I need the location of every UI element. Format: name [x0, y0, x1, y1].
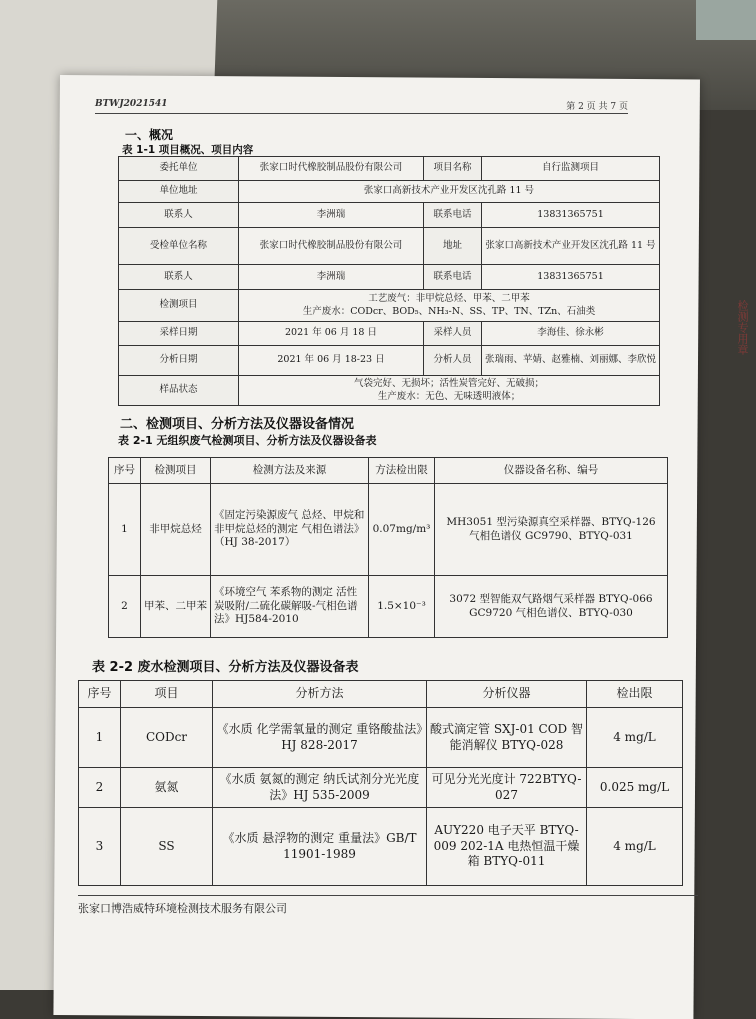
red-stamp: 检测专用章: [736, 300, 749, 355]
col-header: 分析仪器: [427, 681, 587, 708]
row-method: 《水质 化学需氧量的测定 重铬酸盐法》HJ 828-2017: [213, 708, 427, 768]
footer-company: 张家口博浩威特环境检测技术服务有限公司: [78, 902, 287, 915]
col-header: 序号: [109, 458, 141, 484]
cell-label: 联系电话: [424, 203, 482, 228]
row-equipment: [435, 484, 668, 576]
row-limit: 0.025 mg/L: [587, 768, 683, 808]
equipment-line: 3072 型智能双气路烟气采样器 BTYQ-066: [449, 592, 653, 605]
col-header: 检测项目: [141, 458, 211, 484]
cell-value: 张家口高新技术产业开发区沈孔路 11 号: [239, 181, 660, 203]
equipment-line: MH3051 型污染源真空采样器、BTYQ-126: [446, 515, 656, 528]
row-instrument: AUY220 电子天平 BTYQ-009 202-1A 电热恒温干燥箱 BTYQ-011: [427, 808, 587, 886]
row-method: 《水质 悬浮物的测定 重量法》GB/T 11901-1989: [213, 808, 427, 886]
page-footer: [78, 895, 698, 916]
section-title-1: 一、概况: [125, 128, 174, 142]
col-header: 检测方法及来源: [211, 458, 369, 484]
cell-value: [239, 376, 660, 406]
table-water-methods: [78, 680, 683, 886]
row-limit: 4 mg/L: [587, 708, 683, 768]
row-item: 氨氮: [121, 768, 213, 808]
col-header: 检出限: [587, 681, 683, 708]
cell-label: 联系人: [119, 203, 239, 228]
equipment-line: 气相色谱仪 GC9790、BTYQ-031: [469, 529, 633, 542]
cell-value: 张瑞雨、苹婧、赵雅楠、刘丽娜、李欣悦: [482, 346, 660, 376]
row-method: 《水质 氨氮的测定 纳氏试剂分光光度法》HJ 535-2009: [213, 768, 427, 808]
cell-label: 联系电话: [424, 265, 482, 290]
cell-label: 受检单位名称: [119, 228, 239, 265]
section-title-2: 二、检测项目、分析方法及仪器设备情况: [120, 417, 355, 432]
cell-value: 李洲瑞: [239, 265, 424, 290]
cell-label: 项目名称: [424, 157, 482, 181]
cell-label: 检测项目: [119, 290, 239, 322]
doc-id: BTWJ2021541: [95, 99, 168, 109]
cell-value: 李洲瑞: [239, 203, 424, 228]
row-instrument: 可见分光光度计 722BTYQ-027: [427, 768, 587, 808]
cell-value: 张家口高新技术产业开发区沈孔路 11 号: [482, 228, 660, 265]
cell-label: 联系人: [119, 265, 239, 290]
items-line: 生产废水：CODcr、BOD₅、NH₃-N、SS、TP、TN、TZn、石油类: [302, 305, 596, 317]
row-method: 《环境空气 苯系物的测定 活性炭吸附/二硫化碳解吸-气相色谱法》HJ584-2010: [211, 576, 369, 638]
table-air-methods: [108, 457, 668, 638]
row-no: 3: [79, 808, 121, 886]
table-row: [109, 576, 668, 638]
row-item: CODcr: [121, 708, 213, 768]
table-title-1: 表 1-1 项目概况、项目内容: [122, 144, 254, 156]
cell-label: 地址: [424, 228, 482, 265]
state-line: 气袋完好、无损坏；活性炭管完好、无破损；: [353, 378, 544, 390]
row-limit: 1.5×10⁻³: [369, 576, 435, 638]
row-limit: 4 mg/L: [587, 808, 683, 886]
cell-label: 分析人员: [424, 346, 482, 376]
row-item: SS: [121, 808, 213, 886]
col-header: 项目: [121, 681, 213, 708]
cell-value: 13831365751: [482, 265, 660, 290]
cell-label: 分析日期: [119, 346, 239, 376]
page-number: 第 2 页 共 7 页: [566, 102, 628, 112]
col-header: 仪器设备名称、编号: [435, 458, 668, 484]
state-line: 生产废水：无色、无味透明液体；: [377, 390, 521, 402]
cell-value: [239, 290, 660, 322]
cell-label: 单位地址: [119, 181, 239, 203]
cell-value: 13831365751: [482, 203, 660, 228]
background-object: [696, 0, 756, 40]
cell-value: 2021 年 06 月 18-23 日: [239, 346, 424, 376]
row-limit: 0.07mg/m³: [369, 484, 435, 576]
table-project-overview: [118, 156, 660, 406]
row-no: 2: [109, 576, 141, 638]
cell-value: 张家口时代橡胶制品股份有限公司: [239, 157, 424, 181]
items-line: 工艺废气：非甲烷总烃、甲苯、二甲苯: [368, 293, 530, 305]
col-header: 分析方法: [213, 681, 427, 708]
row-equipment: [435, 576, 668, 638]
row-no: 1: [79, 708, 121, 768]
table-title-2: 表 2-1 无组织废气检测项目、分析方法及仪器设备表: [118, 434, 377, 447]
table-row: [79, 768, 683, 808]
row-no: 1: [109, 484, 141, 576]
row-instrument: 酸式滴定管 SXJ-01 COD 智能消解仪 BTYQ-028: [427, 708, 587, 768]
cell-value: 张家口时代橡胶制品股份有限公司: [239, 228, 424, 265]
cell-label: 采样日期: [119, 322, 239, 346]
cell-value: 2021 年 06 月 18 日: [239, 322, 424, 346]
col-header: 方法检出限: [369, 458, 435, 484]
equipment-line: GC9720 气相色谱仪、BTYQ-030: [469, 606, 633, 619]
cell-label: 委托单位: [119, 157, 239, 181]
row-no: 2: [79, 768, 121, 808]
table-row: [79, 808, 683, 886]
table-row: [109, 484, 668, 576]
row-item: 非甲烷总烃: [141, 484, 211, 576]
cell-value: 李海佳、徐永彬: [482, 322, 660, 346]
table-row: [79, 708, 683, 768]
cell-label: 采样人员: [424, 322, 482, 346]
row-item: 甲苯、二甲苯: [141, 576, 211, 638]
table-title-3: 表 2-2 废水检测项目、分析方法及仪器设备表: [92, 660, 359, 675]
page-header: [95, 97, 628, 114]
cell-value: 自行监测项目: [482, 157, 660, 181]
row-method: 《固定污染源废气 总烃、甲烷和非甲烷总烃的测定 气相色谱法》（HJ 38-2017）: [211, 484, 369, 576]
cell-label: 样品状态: [119, 376, 239, 406]
col-header: 序号: [79, 681, 121, 708]
